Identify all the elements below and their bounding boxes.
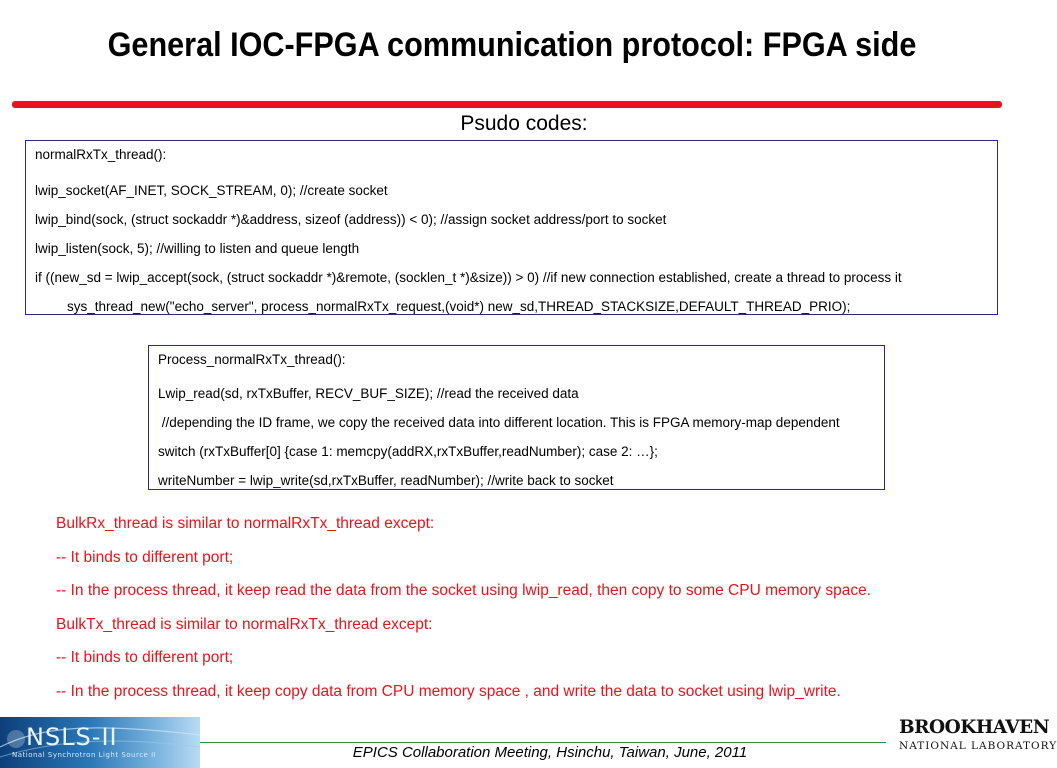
logo-nsls-text: NSLS-II (26, 723, 118, 751)
footer-divider (200, 742, 886, 743)
code-line: switch (rxTxBuffer[0] {case 1: memcpy(addRX,rxTxBuffer,readNumber); case 2: …}; (158, 444, 658, 459)
note-line: -- It binds to different port; (56, 548, 234, 566)
code-line: lwip_listen(sock, 5); //willing to listen and queue length (35, 241, 360, 256)
code-line: Lwip_read(sd, rxTxBuffer, RECV_BUF_SIZE); //read the received data (158, 386, 579, 401)
brookhaven-logo-sub: NATIONAL LABORATORY (899, 740, 1057, 752)
slide-subtitle: Psudo codes: (460, 112, 588, 135)
code-line: lwip_bind(sock, (struct sockaddr *)&address, sizeof (address)) < 0); //assign socket address/port to socket (35, 212, 667, 227)
note-line: BulkRx_thread is similar to normalRxTx_thread except: (56, 515, 435, 532)
brookhaven-logo-main: BROOKHAVEN (899, 717, 1050, 738)
note-line: BulkTx_thread is similar to normalRxTx_thread except: (56, 615, 433, 633)
code-line: lwip_socket(AF_INET, SOCK_STREAM, 0); //create socket (35, 183, 388, 198)
code-line: normalRxTx_thread(): (35, 147, 167, 162)
slide-title: General IOC-FPGA communication protocol: FPGA side (107, 26, 917, 64)
code-box-process-thread (148, 345, 885, 490)
code-line: sys_thread_new("echo_server", process_normalRxTx_request,(void*) new_sd,THREAD_STACKSIZE,DEFAULT_THREAD_PRIO); (67, 299, 851, 314)
code-line: //depending the ID frame, we copy the received data into different location. This is FPGA memory-map dependent (158, 415, 840, 430)
brookhaven-logo (893, 715, 1057, 765)
note-line: -- It binds to different port; (56, 649, 234, 666)
note-line: -- In the process thread, it keep read the data from the socket using lwip_read, then copy to some CPU memory space. (56, 582, 872, 599)
nsls-ii-logo (0, 717, 200, 768)
logo-nsls-subtext: National Synchrotron Light Source II (12, 751, 157, 759)
code-line: writeNumber = lwip_write(sd,rxTxBuffer, readNumber); //write back to socket (158, 473, 614, 488)
code-box-normal-rxtx-thread (25, 140, 998, 315)
code-line: if ((new_sd = lwip_accept(sock, (struct sockaddr *)&remote, (socklen_t *)&size)) > 0) //if new connection established, create a thread to process it (35, 270, 902, 285)
footer-text: EPICS Collaboration Meeting, Hsinchu, Taiwan, June, 2011 (352, 744, 748, 761)
code-line: Process_normalRxTx_thread(): (158, 352, 346, 367)
note-line: -- In the process thread, it keep copy data from CPU memory space , and write the data to socket using lwip_write. (56, 682, 841, 700)
notes-list (56, 507, 1006, 708)
title-divider-bar (12, 101, 1002, 108)
